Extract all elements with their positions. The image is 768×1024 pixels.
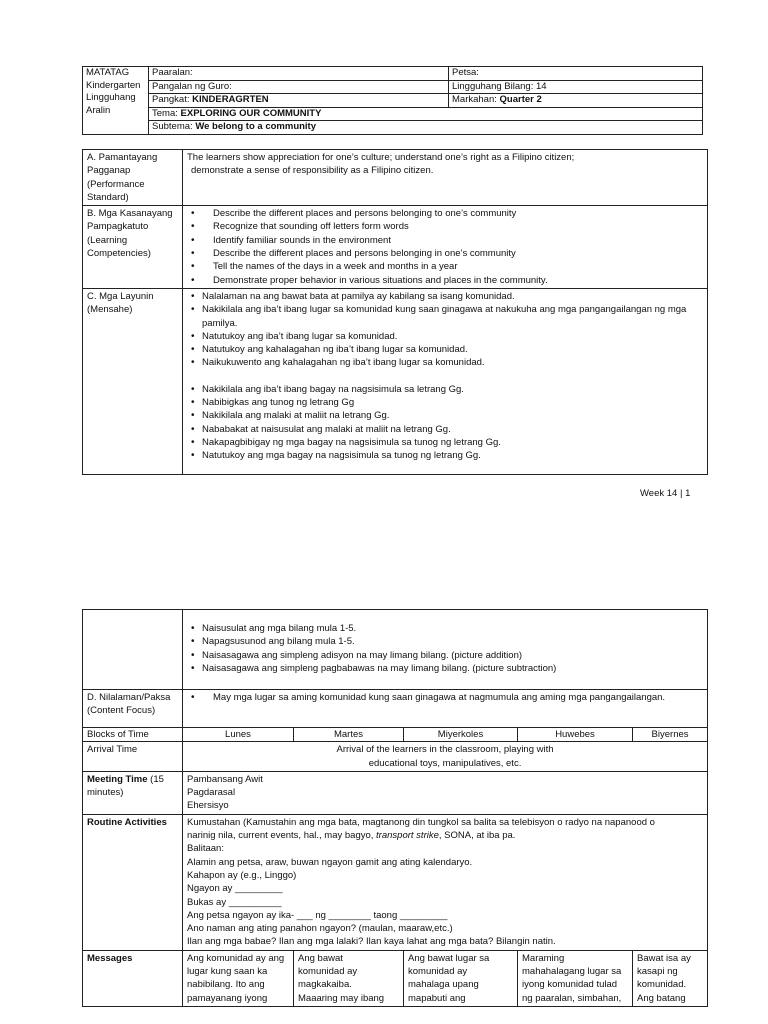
list-item: • Nakapagbibigay ng mga bagay na nagsisimula sa tunog ng letrang Gg. xyxy=(202,436,703,449)
list-item: • Naisasagawa ang simpleng pagbabawas na may limang bilang. (picture subtraction) xyxy=(202,662,703,675)
meeting-line: Ehersisyo xyxy=(187,800,229,812)
list-item: • Naikukuwento ang kahalagahan ng iba’t ibang lugar sa komunidad. xyxy=(202,356,703,369)
list-item: • Identify familiar sounds in the environment xyxy=(202,234,703,247)
message-line: mahalaga upang xyxy=(408,979,479,991)
list-item: • Recognize that sounding off letters form words xyxy=(202,220,703,233)
header-left-line: Aralin xyxy=(86,104,111,116)
performance-standard-line: demonstrate a sense of responsibility as a Filipino citizen. xyxy=(191,165,434,177)
continued-content xyxy=(183,610,708,690)
message-line: magkakaiba. xyxy=(298,979,352,991)
content-focus-list xyxy=(187,691,703,704)
paaralan-cell xyxy=(149,67,449,81)
section-d-label-line: (Content Focus) xyxy=(87,705,156,717)
subtema-label: Subtema: xyxy=(152,121,193,133)
routine-emphasis: transport strike xyxy=(376,830,439,842)
meeting-label: Meeting Time xyxy=(87,773,148,785)
pangkat-cell xyxy=(149,94,449,108)
routine-line: Ano naman ang ating panahon ngayon? (maulan, maaraw,etc.) xyxy=(187,923,453,935)
message-line: pamayanang iyong xyxy=(187,992,268,1004)
blocks-of-time-label: Blocks of Time xyxy=(83,728,183,742)
message-line: kasapi ng xyxy=(637,966,678,978)
section-a-content xyxy=(183,150,708,206)
section-b-label xyxy=(83,206,183,289)
routine-line: Kahapon ay (e.g., Linggo) xyxy=(187,869,297,881)
routine-line: Alamin ang petsa, araw, buwan ngayon gamit ang ating kalendaryo. xyxy=(187,856,473,868)
message-line: ng paaralan, simbahan, xyxy=(522,992,622,1004)
message-line: Ang batang xyxy=(637,992,686,1004)
meeting-note-line2: minutes) xyxy=(87,787,124,799)
list-item: • Nakikilala ang iba’t ibang bagay na nagsisimula sa letrang Gg. xyxy=(202,383,703,396)
arrival-line: educational toys, manipulatives, etc. xyxy=(368,757,522,769)
section-c-label-line: C. Mga Layunin xyxy=(87,290,154,302)
lingguhang-label: Lingguhang Bilang: xyxy=(452,80,534,92)
list-item: • Napagsusunod ang bilang mula 1-5. xyxy=(202,635,703,648)
schedule-table xyxy=(82,609,708,1007)
meeting-label-cell xyxy=(83,771,183,814)
list-item: • Naisusulat ang mga bilang mula 1-5. xyxy=(202,622,703,635)
list-item: • Demonstrate proper behavior in various situations and places in the community. xyxy=(202,274,703,287)
day-header: Biyernes xyxy=(633,728,708,742)
routine-line: Ilan ang mga babae? Ilan ang mga lalaki? Ilan kaya lahat ang mga bata? Bilangin natin. xyxy=(187,936,556,948)
header-left-line: MATATAG xyxy=(86,67,130,78)
message-cell-miyerkoles xyxy=(404,950,518,1006)
day-header: Lunes xyxy=(183,728,294,742)
tema-label: Tema: xyxy=(152,107,178,119)
pangkat-label: Pangkat: xyxy=(152,94,190,106)
message-line: Bawat isa ay xyxy=(637,952,691,964)
list-item: • Naisasagawa ang simpleng adisyon na may limang bilang. (picture addition) xyxy=(202,649,703,662)
section-d-label-line: D. Nilalaman/Paksa xyxy=(87,692,171,703)
routine-line: Bukas ay __________ xyxy=(187,896,282,908)
message-cell-biyernes xyxy=(633,950,708,1006)
list-item: • Nababakat at naisusulat ang malaki at maliit na letrang Gg. xyxy=(202,423,703,436)
guro-label: Pangalan ng Guro: xyxy=(152,80,232,92)
lingguhang-value: 14 xyxy=(536,80,547,92)
section-a-label xyxy=(83,150,183,206)
routine-line: Ngayon ay _________ xyxy=(187,883,283,895)
arrival-label: Arrival Time xyxy=(83,742,183,772)
meeting-line: Pambansang Awit xyxy=(187,773,263,785)
message-line: nabibilang. Ito ang xyxy=(187,979,265,991)
messages-label: Messages xyxy=(87,952,133,964)
section-a-label-line: Standard) xyxy=(87,191,129,203)
section-a-label-line: A. Pamantayang xyxy=(87,152,158,163)
routine-line: Ang petsa ngayon ay ika- ___ ng ________ taong _________ xyxy=(187,909,448,921)
list-item: • Nalalaman na ang bawat bata at pamilya ay kabilang sa isang komunidad. xyxy=(202,290,703,303)
petsa-cell xyxy=(449,67,703,81)
routine-line: Balitaan: xyxy=(187,843,224,855)
list-item: • Natutukoy ang iba’t ibang lugar sa komunidad. xyxy=(202,330,703,343)
section-b-label-line: B. Mga Kasanayang xyxy=(87,208,173,220)
markahan-label: Markahan: xyxy=(452,94,497,106)
objectives-table xyxy=(82,149,708,475)
day-header: Miyerkoles xyxy=(404,728,518,742)
message-cell-huwebes xyxy=(518,950,633,1006)
message-line: mapabuti ang xyxy=(408,992,466,1004)
section-b-label-line: (Learning xyxy=(87,234,128,246)
objective-list xyxy=(187,290,703,370)
lesson-header-table xyxy=(82,66,703,135)
message-line: iyong komunidad tulad xyxy=(522,979,618,991)
section-c-content xyxy=(183,288,708,474)
header-left-cell xyxy=(83,67,149,135)
message-line: komunidad ay xyxy=(298,966,358,978)
section-a-label-line: Pagganap xyxy=(87,165,131,177)
performance-standard-line: The learners show appreciation for one’s culture; understand one’s right as a Filipino citizen; xyxy=(187,152,575,163)
section-d-content xyxy=(183,690,708,728)
tema-value: EXPLORING OUR COMMUNITY xyxy=(180,107,322,119)
meeting-note: (15 xyxy=(150,773,164,785)
message-line: lugar kung saan ka xyxy=(187,966,268,978)
lingguhang-cell xyxy=(449,80,703,94)
message-cell-martes xyxy=(294,950,404,1006)
section-a-label-line: (Performance xyxy=(87,178,145,190)
list-item: • May mga lugar sa aming komunidad kung saan ginagawa at nagmumula ang aming mga pangangailangan. xyxy=(202,691,703,704)
message-line: komunidad. xyxy=(637,979,687,991)
message-line: Ang bawat xyxy=(298,952,343,964)
section-c-label xyxy=(83,288,183,474)
subtema-value: We belong to a community xyxy=(195,121,317,133)
arrival-line: Arrival of the learners in the classroom, playing with xyxy=(336,744,554,756)
header-left-line: Kindergarten xyxy=(86,79,141,91)
routine-line xyxy=(187,829,703,842)
arrival-content xyxy=(183,742,708,772)
routine-content xyxy=(183,814,708,950)
messages-label-cell xyxy=(83,950,183,1006)
continued-label xyxy=(83,610,183,690)
message-line: Maraming xyxy=(522,952,565,964)
section-b-label-line: Pampagkatuto xyxy=(87,221,149,233)
day-header: Martes xyxy=(294,728,404,742)
message-line: Ang komunidad ay ang xyxy=(187,952,285,964)
markahan-value: Quarter 2 xyxy=(499,94,542,106)
objective-list-gg xyxy=(187,383,703,463)
message-line: mahahalagang lugar sa xyxy=(522,966,622,978)
message-line: komunidad ay xyxy=(408,966,468,978)
day-header: Huwebes xyxy=(518,728,633,742)
list-item: • Natutukoy ang mga bagay na nagsisimula sa tunog ng letrang Gg. xyxy=(202,449,703,462)
section-b-label-line: Competencies) xyxy=(87,248,151,260)
list-item: • Describe the different places and persons belonging in one’s community xyxy=(202,247,703,260)
meeting-content xyxy=(183,771,708,814)
message-cell-lunes xyxy=(183,950,294,1006)
list-item: • Nakikilala ang iba’t ibang lugar sa komunidad kung saan ginagawa at nakukuha ang mga pangangailangan ng mga pamilya. xyxy=(202,303,703,330)
header-left-line: Lingguhang xyxy=(86,92,136,104)
message-line: Ang bawat lugar sa xyxy=(408,952,490,964)
petsa-label: Petsa: xyxy=(452,67,479,78)
section-c-label-line: (Mensahe) xyxy=(87,304,133,316)
routine-text: , SONA, at iba pa. xyxy=(438,830,516,842)
guro-cell xyxy=(149,80,449,94)
section-b-content xyxy=(183,206,708,289)
section-d-label xyxy=(83,690,183,728)
message-line: Maaaring may ibang xyxy=(298,992,385,1004)
pangkat-value: KINDERAGRTEN xyxy=(192,94,269,106)
list-item: • Natutukoy ang kahalagahan ng iba’t ibang lugar sa komunidad. xyxy=(202,343,703,356)
list-item: • Nabibigkas ang tunog ng letrang Gg xyxy=(202,396,703,409)
routine-label-cell xyxy=(83,814,183,950)
list-item: • Describe the different places and persons belonging to one’s community xyxy=(202,207,703,220)
objective-list-numbers xyxy=(187,622,703,675)
list-item: • Tell the names of the days in a week and months in a year xyxy=(202,260,703,273)
routine-line: Kumustahan (Kamustahin ang mga bata, magtanong din tungkol sa balita sa telebisyon o radyo na napanood o xyxy=(187,816,655,828)
routine-text: narinig nila, current events, hal., may bagyo, xyxy=(187,830,377,842)
competency-list xyxy=(187,207,703,287)
markahan-cell xyxy=(449,94,703,108)
subtema-cell xyxy=(149,121,703,135)
list-item: • Nakikilala ang malaki at maliit na letrang Gg. xyxy=(202,409,703,422)
page-footer: Week 14 | 1 xyxy=(640,488,691,499)
meeting-line: Pagdarasal xyxy=(187,787,236,799)
routine-label: Routine Activities xyxy=(87,816,167,828)
tema-cell xyxy=(149,107,703,121)
paaralan-label: Paaralan: xyxy=(152,67,193,78)
